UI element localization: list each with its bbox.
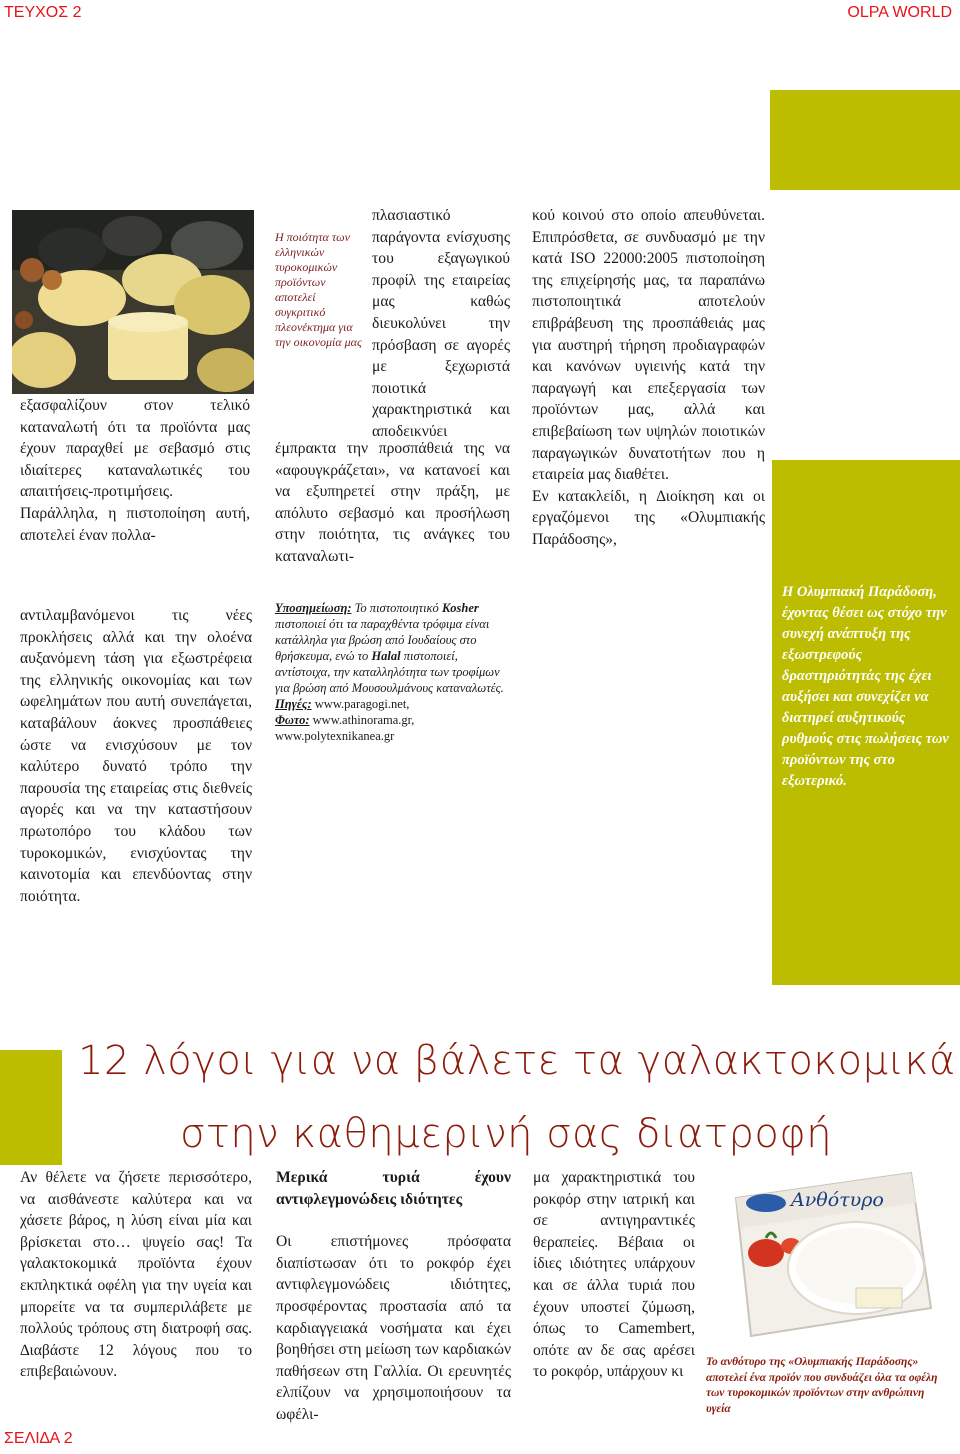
pullquote-text: Η Ολυμπιακή Παράδοση, έχοντας θέσει ως στόχο την συνεχή ανάπτυξη της εξωστρεφούς δραστηριότητάς της έχει αυξήσει και συνεχίζει να διατηρεί αυξητικούς ρυθμούς στις πωλήσεις των προϊόντων της στο εξωτερικό. — [782, 584, 949, 789]
halal-label: Halal — [371, 649, 401, 663]
col3-paragraph: Εν κατακλείδι, η ∆ιοίκηση και οι εργαζόμενοι της «Ολυμπιακής Παράδοσης», — [532, 487, 765, 548]
page-number: ΣΕΛΙ∆Α 2 — [4, 1430, 73, 1447]
col3-paragraph: κού κοινού στο οποίο απευθύνεται. Επιπρόσθετα, σε συνδυασμό με την κατά ISO 22000:2005 πιστοποίηση της επιχείρησής μας, τα παραπάνω πιστοποιητικά αποτελούν επιβράβευση της προσπάθειάς μας για αυστηρή τήρηση προδιαγραφών και κανόνων υγιεινής κατά την παραγωγή και επεξεργασία των προϊόντων μας, αλλά και επιβεβαίωση των υψηλών ποιοτικών παραγωγικών δυνατοτήτων που η εταιρεία μας διαθέτει. — [532, 207, 765, 484]
product-brand: Ανθότυρο — [791, 1189, 884, 1211]
col1-paragraph: Παράλληλα, η πιστοποίηση αυτή, αποτελεί έναν πολλα- — [20, 504, 250, 544]
article-col3 — [533, 1167, 695, 1383]
anthotyro-package-icon — [706, 1158, 940, 1340]
col2-full-text — [275, 438, 510, 568]
brand-label: OLPA WORLD — [847, 4, 952, 21]
photo-label: Φωτο: — [275, 713, 310, 727]
photo-link[interactable]: www.athinorama.gr, — [309, 713, 415, 727]
article-paragraph: Αν θέλετε να ζήσετε περισσότερο, να αισθάνεστε καλύτερα και να χάσετε βάρος, η λύση είναι μία και βρίσκεται στο… ψυγείο σας! Τα γαλακτοκομικά προϊόντα έχουν εκπληκτικά οφέλη για την υγεία και μπορείτε να τα συμπεριλάβετε με πολλούς τρόπους στη διατροφή σας. ∆ιαβάστε 12 λόγους που το επιβεβαιώνουν. — [20, 1169, 252, 1381]
cheese-photo — [12, 210, 254, 394]
sources-link[interactable]: www.paragogi.net, — [311, 697, 410, 711]
olive-bar-left — [0, 1050, 62, 1165]
product-photo — [706, 1158, 940, 1340]
article-col2 — [276, 1167, 511, 1426]
col1-paragraph: εξασφαλίζουν στον τελικό καταναλωτή ότι τα προϊόντα μας έχουν παραχθεί με σεβασμό στις ιδιαίτερες καταναλωτικές του απαιτήσεις-προτιμήσεις. — [20, 397, 250, 501]
col2-paragraph: έμπρακτα την προσπάθειά της να «αφουγκράζεται», να κατανοεί και να εξυπηρετεί στην πράξη, με απόλυτο σεβασμό και προσήλωση στην ποιότητα, τις ανάγκες του καταναλωτι- — [275, 440, 510, 565]
kosher-label: Kosher — [441, 601, 479, 615]
headline-line2: στην καθημερινή σας διατροφή — [180, 1111, 833, 1157]
quality-caption: Η ποιότητα των ελληνικών τυροκομικών προϊόντων αποτελεί συγκριτικό πλεονέκτημα για την οικονομία μας — [275, 230, 362, 349]
footnote-label: Υποσημείωση: — [275, 601, 352, 615]
pullquote-box — [772, 460, 960, 985]
col1-bottom-text — [20, 605, 252, 907]
article-paragraph: Οι επιστήμονες πρόσφατα διαπίστωσαν ότι το ροκφόρ έχει αντιφλεγμονώδεις ιδιότητες, προσφέροντας προστασία από τα καρδιαγγειακά νοσήματα και έχει βοηθήσει στη μείωση των καρδιακών παθήσεων στη Γαλλία. Οι ερευνητές ελπίζουν να χρησιμοποιήσουν τα ωφέλι- — [276, 1233, 512, 1423]
col1-paragraph: αντιλαμβανόμενοι τις νέες προκλήσεις αλλά και την ολοένα αυξανόμενη τάση για εξωστρέφεια της ελληνικής οικονομίας και των ωφελημάτων που αυτή συνεπάγεται, καταβάλουν άοκνες προσπάθειες ώστε να ενισχύσουν με τον καλύτερο δυνατό τρόπο την παρουσία της εταιρείας στις διεθνείς αγορές και να την καταστήσουν πρωτοπόρο του κλάδου των τυροκομικών, ενισχύοντας την καινοτομία και επενδύοντας στην ποιότητα. — [20, 607, 252, 905]
product-caption: Το ανθότυρο της «Ολυμπιακής Παράδοσης» αποτελεί ένα προϊόν που συνδυάζει όλα τα οφέλη των τυροκομικών προϊόντων στην ανθρώπινη υγεία — [706, 1356, 938, 1415]
sources-label: Πηγές: — [275, 697, 312, 711]
col2-paragraph: πλασιαστικό παράγοντα ενίσχυσης του εξαγωγικού προφίλ της εταιρείας μας καθώς διευκολύνει την πρόσβαση σε αγορές με ξεχωριστά ποιοτικά χαρακτηριστικά και αποδεικνύει — [372, 207, 510, 440]
article-paragraph: μα χαρακτηριστικά του ροκφόρ στην ιατρική και σε αντιγηραντικές θεραπείες. Βέβαια οι ίδιες ιδιότητες υπάρχουν και σε άλλα τυριά που έχουν υποστεί ζύμωση, όπως το Camembert, οπότε αν δε σας αρέσει το ροκφόρ, υπάρχουν κι — [533, 1169, 695, 1381]
footnote: Υποσημείωση: Το πιστοποιητικό Kosher πιστοποιεί ότι τα παραχθέντα τρόφιμα είναι κατάλληλα για βρώση από Ιουδαίους στο θρήσκευμα, ενώ το Halal πιστοποιεί, αντίστοιχα, την καταλληλότητα των τροφίμων για βρώση από Μουσουλμάνους καταναλωτές. Πηγές: www.paragogi.net, Φωτο: www.athinorama.gr, www.polytexnikanea.gr — [275, 601, 504, 743]
issue-label: ΤΕΥΧΟΣ 2 — [4, 4, 82, 21]
col2-narrow-text — [372, 205, 510, 443]
col1-top-text — [20, 395, 250, 546]
extra-link[interactable]: www.polytexnikanea.gr — [275, 729, 395, 743]
col3-text — [532, 205, 765, 551]
article-subheading: Μερικά τυριά έχουν αντιφλεγμονώδεις ιδιότητες — [276, 1169, 511, 1208]
headline-line1: 12 λόγοι για να βάλετε τα γαλακτοκομικά — [78, 1038, 956, 1084]
olive-bar-top — [770, 90, 960, 190]
cheese-illustration-icon — [12, 210, 254, 394]
article-col1 — [20, 1167, 252, 1383]
